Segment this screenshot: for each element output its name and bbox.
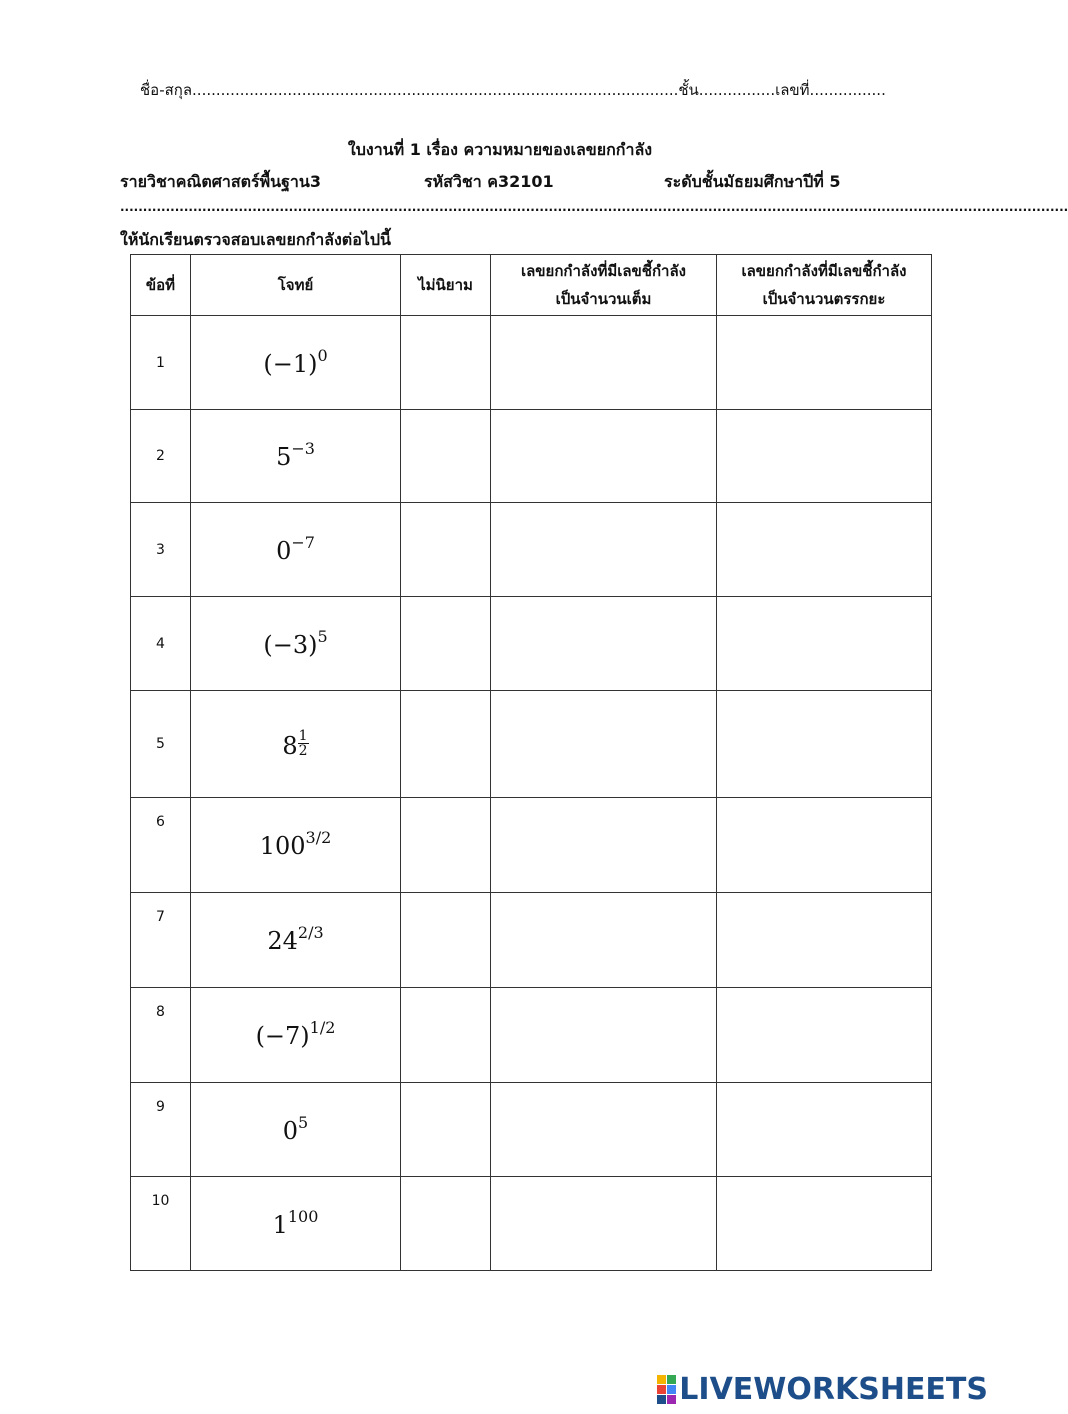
problem-expression (191, 503, 401, 597)
expression-base: 0 (276, 536, 292, 565)
table-row (131, 1177, 932, 1271)
table-row (131, 597, 932, 691)
expression-exponent: 100 (287, 1206, 319, 1226)
answer-undefined-cell[interactable] (401, 893, 491, 988)
liveworksheets-logo-text: LIVEWORKSHEETS (679, 1372, 988, 1407)
answer-rational-exponent-cell[interactable] (717, 988, 932, 1083)
header-integer-exponent-line1: เลขยกกำลังที่มีเลขชี้กำลัง (520, 262, 686, 280)
subject-name: รายวิชาคณิตศาสตร์พื้นฐาน3 (120, 172, 321, 191)
subject-code: รหัสวิชา ค32101 (424, 172, 554, 191)
answer-integer-exponent-cell[interactable] (491, 503, 717, 597)
problem-expression (191, 597, 401, 691)
answer-integer-exponent-cell[interactable] (491, 410, 717, 503)
fraction-numerator: 1 (298, 727, 308, 744)
logo-square (657, 1395, 666, 1404)
problem-expression (191, 798, 401, 893)
answer-undefined-cell[interactable] (401, 798, 491, 893)
expression-base: (−1) (263, 349, 318, 378)
row-number: 2 (131, 410, 191, 503)
expression-exponent: 5 (317, 626, 328, 646)
header-rational-exponent-line1: เลขยกกำลังที่มีเลขชี้กำลัง (741, 262, 907, 280)
fraction-denominator: 2 (298, 742, 308, 759)
expression-base: 8 (282, 731, 298, 760)
expression-exponent: −3 (291, 439, 315, 458)
expression-exponent: 0 (317, 345, 328, 365)
expression-base: (−7) (255, 1022, 310, 1050)
answer-integer-exponent-cell[interactable] (491, 316, 717, 410)
header-problem: โจทย์ (191, 255, 401, 316)
liveworksheets-logo (657, 1372, 988, 1407)
header-undefined: ไม่นิยาม (401, 255, 491, 316)
row-number: 8 (131, 988, 191, 1083)
answer-rational-exponent-cell[interactable] (717, 1083, 932, 1177)
logo-square (667, 1375, 676, 1384)
answer-rational-exponent-cell[interactable] (717, 893, 932, 988)
answer-integer-exponent-cell[interactable] (491, 988, 717, 1083)
expression-exponent: −7 (291, 532, 315, 552)
table-row (131, 893, 932, 988)
logo-square (667, 1385, 676, 1394)
dotted-divider: ................................................................................................................................................................................................................ (120, 200, 1068, 214)
answer-undefined-cell[interactable] (401, 410, 491, 503)
answer-rational-exponent-cell[interactable] (717, 316, 932, 410)
problem-expression (191, 316, 401, 410)
answer-integer-exponent-cell[interactable] (491, 1177, 717, 1271)
answer-rational-exponent-cell[interactable] (717, 597, 932, 691)
logo-square (657, 1375, 666, 1384)
answer-rational-exponent-cell[interactable] (717, 503, 932, 597)
header-no: ข้อที่ (131, 255, 191, 316)
table-row (131, 988, 932, 1083)
answer-undefined-cell[interactable] (401, 1083, 491, 1177)
expression-base: 0 (282, 1116, 299, 1145)
answer-integer-exponent-cell[interactable] (491, 1083, 717, 1177)
header-rational-exponent (717, 255, 932, 316)
table-header-row (131, 255, 932, 316)
expression-exponent: 1/2 (309, 1018, 336, 1037)
header-integer-exponent (491, 255, 717, 316)
liveworksheets-logo-icon (657, 1375, 676, 1404)
problem-expression (191, 1083, 401, 1177)
answer-integer-exponent-cell[interactable] (491, 597, 717, 691)
answer-rational-exponent-cell[interactable] (717, 691, 932, 798)
grade-level: ระดับชั้นมัธยมศึกษาปีที่ 5 (664, 172, 841, 191)
fraction-exponent (298, 729, 309, 758)
problem-expression (191, 410, 401, 503)
row-number: 1 (131, 316, 191, 410)
expression-exponent: 3/2 (305, 828, 332, 847)
expression-base: (−3) (263, 630, 318, 659)
answer-undefined-cell[interactable] (401, 691, 491, 798)
expression-exponent: 5 (298, 1112, 309, 1132)
problem-expression (191, 691, 401, 798)
name-class-number-line: ชื่อ-สกุล......................................................................................................ชั้น................เลขที่................ (140, 81, 886, 99)
logo-square (657, 1385, 666, 1394)
answer-integer-exponent-cell[interactable] (491, 691, 717, 798)
problem-expression (191, 1177, 401, 1271)
answer-undefined-cell[interactable] (401, 597, 491, 691)
row-number: 5 (131, 691, 191, 798)
row-number: 4 (131, 597, 191, 691)
row-number: 10 (131, 1177, 191, 1271)
table-row (131, 1083, 932, 1177)
answer-undefined-cell[interactable] (401, 1177, 491, 1271)
answer-integer-exponent-cell[interactable] (491, 798, 717, 893)
problem-expression (191, 988, 401, 1083)
expression-base: 24 (267, 927, 298, 955)
table-row (131, 410, 932, 503)
header-integer-exponent-line2: เป็นจำนวนเต็ม (555, 290, 652, 308)
problem-expression (191, 893, 401, 988)
row-number: 3 (131, 503, 191, 597)
row-number: 6 (131, 798, 191, 893)
expression-exponent: 2/3 (297, 923, 324, 942)
table-row (131, 316, 932, 410)
answer-undefined-cell[interactable] (401, 988, 491, 1083)
row-number: 9 (131, 1083, 191, 1177)
expression-base: 5 (276, 443, 292, 471)
answer-undefined-cell[interactable] (401, 316, 491, 410)
table-row (131, 798, 932, 893)
answer-integer-exponent-cell[interactable] (491, 893, 717, 988)
table-row (131, 503, 932, 597)
instruction-text: ให้นักเรียนตรวจสอบเลขยกกำลังต่อไปนี้ (120, 230, 391, 249)
worksheet-title: ใบงานที่ 1 เรื่อง ความหมายของเลขยกกำลัง (347, 140, 653, 159)
answer-rational-exponent-cell[interactable] (717, 1177, 932, 1271)
answer-undefined-cell[interactable] (401, 503, 491, 597)
header-rational-exponent-line2: เป็นจำนวนตรรกยะ (762, 290, 886, 308)
expression-base: 100 (259, 832, 306, 860)
answer-rational-exponent-cell[interactable] (717, 798, 932, 893)
logo-square (667, 1395, 676, 1404)
worksheet-table (130, 254, 932, 1271)
table-row (131, 691, 932, 798)
expression-base: 1 (272, 1210, 288, 1239)
answer-rational-exponent-cell[interactable] (717, 410, 932, 503)
row-number: 7 (131, 893, 191, 988)
